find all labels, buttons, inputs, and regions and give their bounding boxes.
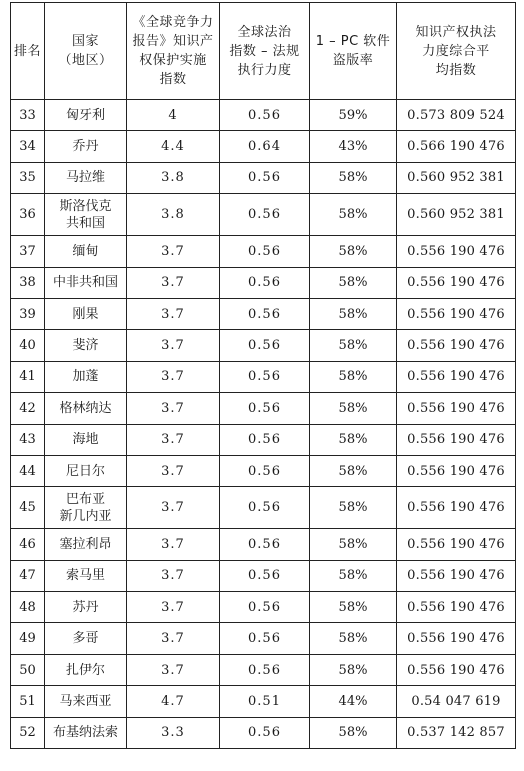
cell-wef-index: 3.7 [127,236,220,267]
table-row [11,393,516,424]
cell-wef-index: 3.7 [127,330,220,361]
cell-wef-index: 3.7 [127,560,220,591]
cell-wjp-index: 0.51 [220,686,310,717]
cell-rank: 43 [11,424,45,455]
cell-country: 缅甸 [45,236,127,267]
table-row [11,194,516,236]
table-row [11,654,516,685]
cell-composite-index: 0.556 190 476 [397,654,516,685]
cell-wef-index: 4.4 [127,131,220,162]
table-row [11,100,516,131]
cell-composite-index: 0.556 190 476 [397,592,516,623]
cell-rank: 44 [11,455,45,486]
cell-wjp-index: 0.64 [220,131,310,162]
header-composite-index: 知识产权执法 力度综合平 均指数 [397,3,516,100]
header-wef-index: 《全球竞争力 报告》知识产 权保护实施 指数 [127,3,220,100]
cell-pc-piracy: 58% [310,298,397,329]
cell-rank: 52 [11,717,45,748]
cell-rank: 45 [11,487,45,529]
cell-rank: 36 [11,194,45,236]
cell-wjp-index: 0.56 [220,393,310,424]
cell-rank: 39 [11,298,45,329]
cell-wef-index: 3.7 [127,529,220,560]
cell-composite-index: 0.566 190 476 [397,131,516,162]
cell-pc-piracy: 58% [310,560,397,591]
cell-rank: 51 [11,686,45,717]
cell-wef-index: 3.7 [127,592,220,623]
cell-composite-index: 0.573 809 524 [397,100,516,131]
cell-wef-index: 4.7 [127,686,220,717]
cell-rank: 33 [11,100,45,131]
cell-wef-index: 3.7 [127,267,220,298]
header-pc-piracy: 1 – PC 软件 盗版率 [310,3,397,100]
cell-wef-index: 3.8 [127,162,220,193]
cell-wjp-index: 0.56 [220,236,310,267]
table-row [11,560,516,591]
cell-pc-piracy: 58% [310,393,397,424]
cell-country: 巴布亚 新几内亚 [45,487,127,529]
cell-pc-piracy: 44% [310,686,397,717]
cell-composite-index: 0.556 190 476 [397,560,516,591]
cell-composite-index: 0.556 190 476 [397,393,516,424]
cell-pc-piracy: 58% [310,424,397,455]
cell-composite-index: 0.556 190 476 [397,455,516,486]
table-row [11,686,516,717]
cell-country: 苏丹 [45,592,127,623]
cell-wjp-index: 0.56 [220,424,310,455]
table-row [11,455,516,486]
cell-country: 尼日尔 [45,455,127,486]
cell-country: 马拉维 [45,162,127,193]
cell-wjp-index: 0.56 [220,267,310,298]
cell-wef-index: 3.7 [127,654,220,685]
table-row [11,330,516,361]
cell-rank: 48 [11,592,45,623]
cell-country: 海地 [45,424,127,455]
table-row [11,361,516,392]
cell-country: 扎伊尔 [45,654,127,685]
cell-rank: 37 [11,236,45,267]
cell-wjp-index: 0.56 [220,162,310,193]
table-row [11,424,516,455]
cell-wjp-index: 0.56 [220,100,310,131]
header-rank: 排名 [11,3,45,100]
table-header-row [11,3,516,100]
cell-pc-piracy: 43% [310,131,397,162]
header-wjp-index: 全球法治 指数 – 法规 执行力度 [220,3,310,100]
table-row [11,529,516,560]
cell-country: 塞拉利昂 [45,529,127,560]
cell-composite-index: 0.556 190 476 [397,424,516,455]
cell-pc-piracy: 58% [310,162,397,193]
cell-wjp-index: 0.56 [220,330,310,361]
cell-wef-index: 3.3 [127,717,220,748]
header-country: 国家 （地区） [45,3,127,100]
table-row [11,298,516,329]
cell-rank: 50 [11,654,45,685]
cell-rank: 49 [11,623,45,654]
table-row [11,487,516,529]
cell-wjp-index: 0.56 [220,298,310,329]
cell-pc-piracy: 58% [310,267,397,298]
cell-wef-index: 3.7 [127,487,220,529]
cell-rank: 47 [11,560,45,591]
cell-pc-piracy: 58% [310,487,397,529]
cell-country: 马来西亚 [45,686,127,717]
cell-rank: 35 [11,162,45,193]
table-row [11,267,516,298]
cell-country: 斐济 [45,330,127,361]
cell-country: 刚果 [45,298,127,329]
cell-pc-piracy: 58% [310,717,397,748]
cell-wef-index: 3.7 [127,455,220,486]
table-row [11,162,516,193]
cell-country: 乔丹 [45,131,127,162]
cell-composite-index: 0.560 952 381 [397,162,516,193]
cell-pc-piracy: 59% [310,100,397,131]
table-row [11,592,516,623]
cell-wjp-index: 0.56 [220,455,310,486]
cell-rank: 38 [11,267,45,298]
cell-pc-piracy: 58% [310,194,397,236]
cell-wef-index: 3.8 [127,194,220,236]
cell-wjp-index: 0.56 [220,717,310,748]
cell-rank: 34 [11,131,45,162]
cell-composite-index: 0.556 190 476 [397,298,516,329]
cell-composite-index: 0.560 952 381 [397,194,516,236]
table-row [11,236,516,267]
cell-pc-piracy: 58% [310,455,397,486]
cell-composite-index: 0.556 190 476 [397,236,516,267]
cell-country: 索马里 [45,560,127,591]
table-row [11,623,516,654]
table-row [11,131,516,162]
cell-country: 中非共和国 [45,267,127,298]
cell-composite-index: 0.556 190 476 [397,529,516,560]
cell-pc-piracy: 58% [310,592,397,623]
cell-composite-index: 0.556 190 476 [397,267,516,298]
cell-wef-index: 3.7 [127,393,220,424]
cell-pc-piracy: 58% [310,654,397,685]
table-body [11,100,516,749]
cell-wjp-index: 0.56 [220,592,310,623]
cell-pc-piracy: 58% [310,529,397,560]
cell-rank: 41 [11,361,45,392]
cell-rank: 42 [11,393,45,424]
cell-country: 格林纳达 [45,393,127,424]
cell-composite-index: 0.556 190 476 [397,623,516,654]
cell-wjp-index: 0.56 [220,361,310,392]
cell-wjp-index: 0.56 [220,623,310,654]
cell-country: 斯洛伐克 共和国 [45,194,127,236]
cell-country: 匈牙利 [45,100,127,131]
cell-wjp-index: 0.56 [220,560,310,591]
table-row [11,717,516,748]
cell-wjp-index: 0.56 [220,487,310,529]
cell-country: 布基纳法索 [45,717,127,748]
cell-wjp-index: 0.56 [220,529,310,560]
cell-wjp-index: 0.56 [220,654,310,685]
cell-wef-index: 3.7 [127,298,220,329]
cell-wef-index: 4 [127,100,220,131]
cell-country: 加蓬 [45,361,127,392]
cell-wef-index: 3.7 [127,361,220,392]
cell-wjp-index: 0.56 [220,194,310,236]
cell-pc-piracy: 58% [310,361,397,392]
ip-enforcement-table [10,2,516,749]
cell-rank: 40 [11,330,45,361]
cell-wef-index: 3.7 [127,623,220,654]
cell-rank: 46 [11,529,45,560]
cell-wef-index: 3.7 [127,424,220,455]
cell-composite-index: 0.54 047 619 [397,686,516,717]
cell-composite-index: 0.537 142 857 [397,717,516,748]
cell-country: 多哥 [45,623,127,654]
cell-composite-index: 0.556 190 476 [397,361,516,392]
cell-pc-piracy: 58% [310,330,397,361]
cell-composite-index: 0.556 190 476 [397,330,516,361]
cell-pc-piracy: 58% [310,236,397,267]
cell-pc-piracy: 58% [310,623,397,654]
cell-composite-index: 0.556 190 476 [397,487,516,529]
